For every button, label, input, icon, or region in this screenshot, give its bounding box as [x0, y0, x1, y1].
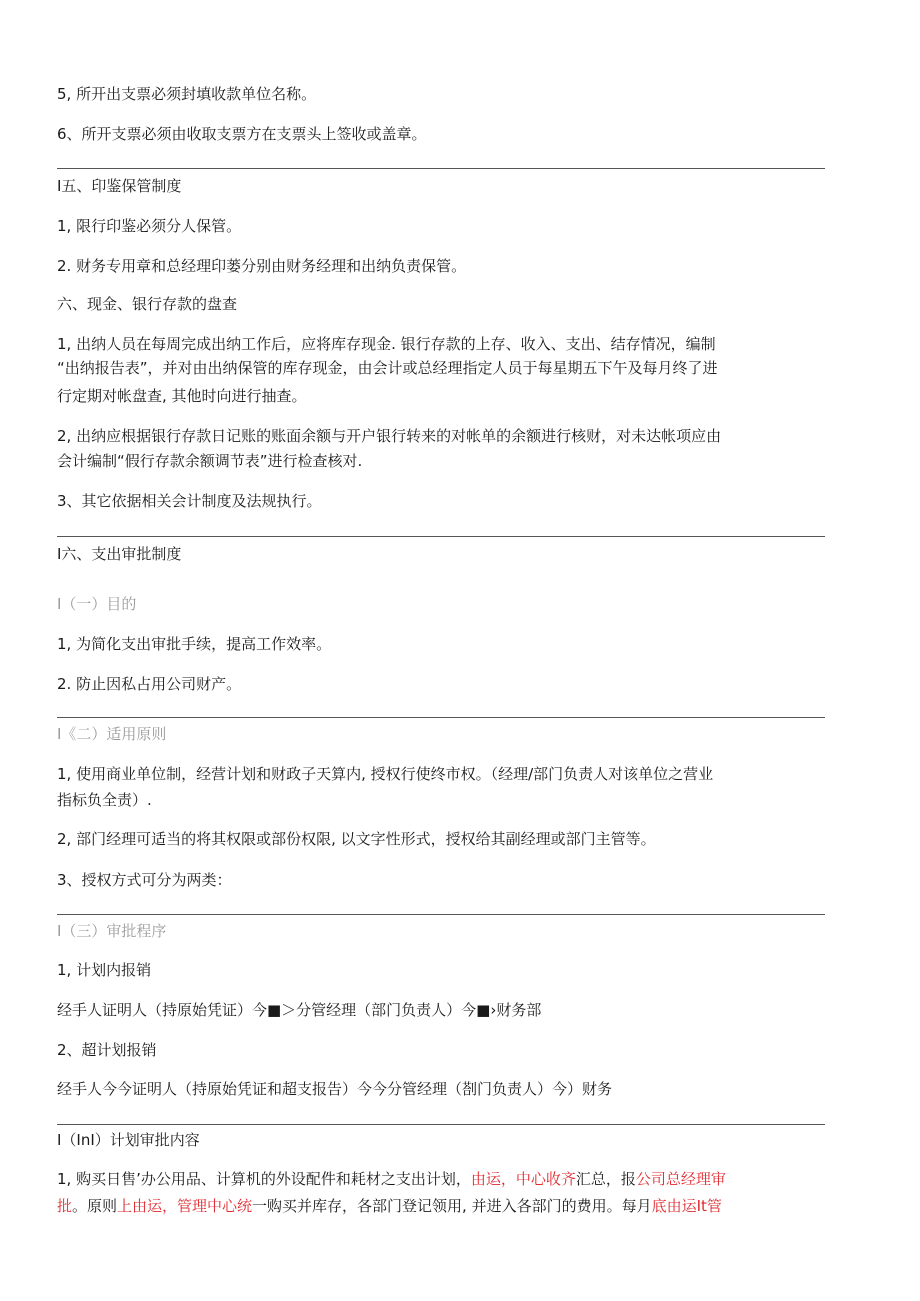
text-line: 2, 部门经理可适当的将其权限或部份权限, 以文字性形式，授权给其副经理或部门主管等。 [57, 830, 656, 848]
highlighted-text: 由运，中心收齐 [470, 1170, 576, 1188]
text-segment: 一购买并库存，各部门登记领用, 并进入各部门的费用。每月 [252, 1197, 652, 1215]
highlighted-text: 公司总经理审 [635, 1170, 726, 1188]
highlighted-text: 上由运，管理中心统 [117, 1197, 253, 1215]
subsection-heading: I（一）目的 [57, 595, 137, 613]
text-segment: 汇总，报 [575, 1170, 636, 1188]
text-line: 行定期对帐盘查, 其他时向进行抽查。 [57, 387, 307, 405]
text-line: 1, 使用商业单位制，经营计划和财政子天算内, 授权行使终市权。（经理/部门负责人对该单位之营业 [57, 765, 714, 783]
text-line: 3、其它依据相关会计制度及法规执行。 [57, 492, 322, 510]
text-line: 6、所开支票必须由收取支票方在支票头上签收或盖章。 [57, 125, 427, 143]
divider [57, 717, 825, 718]
text-line: 1, 计划内报销 [57, 961, 152, 979]
text-line: 1, 出纳人员在每周完成出纳工作后，应将库存现金. 银行存款的上存、收入、支出、结存情况，编制 [57, 335, 716, 353]
highlighted-text: 批 [57, 1197, 73, 1215]
text-line: 会计编制“假行存款余额调节表”进行检查核对. [57, 452, 363, 470]
divider [57, 536, 825, 537]
text-segment: 1, 购买日售’办公用品、计算机的外设配件和耗材之支出计划， [57, 1170, 471, 1188]
section-heading: 六、现金、银行存款的盘查 [57, 295, 238, 313]
divider [57, 914, 825, 915]
text-line: 2, 出纳应根据银行存款日记账的账面余额与开户银行转来的对帐单的余额进行核财，对未达帐项应由 [57, 427, 722, 445]
process-flow: 经手人今今证明人（持原始凭证和超支报告）今今分管经理（剳门负责人）今）财务 [57, 1080, 613, 1098]
text-line: 2、超计划报销 [57, 1041, 157, 1059]
process-flow: 经手人证明人（持原始凭证）今■＞分管经理（部门负责人）今■›财务部 [57, 1001, 542, 1019]
section-heading: I五、印鉴保管制度 [57, 177, 182, 195]
text-line: 指标负全责）. [57, 791, 152, 809]
subsection-heading: I（三）审批程序 [57, 922, 167, 940]
text-line [57, 1196, 722, 1216]
text-segment: 。原则 [72, 1197, 118, 1215]
highlighted-text: 底由运It管 [651, 1197, 722, 1215]
text-line: “出纳报告表”，并对由出纳保管的库存现金，由会计或总经理指定人员于每星期五下午及每月终了进 [57, 359, 718, 377]
section-heading: I六、支出审批制度 [57, 545, 182, 563]
divider [57, 168, 825, 169]
divider [57, 1124, 825, 1125]
text-line: 2. 财务专用章和总经理印蒌分别由财务经理和出纳负责保管。 [57, 257, 467, 275]
text-line: 1, 限行印鉴必须分人保管。 [57, 217, 242, 235]
text-line [57, 1169, 726, 1189]
subsection-heading: I《二）适用原则 [57, 725, 167, 743]
text-line: 1, 为简化支出审批手续，提高工作效率。 [57, 635, 332, 653]
text-line: 3、授权方式可分为两类： [57, 871, 232, 889]
text-line: 2. 防止因私占用公司财产。 [57, 675, 242, 693]
subsection-heading: I（InI）计划审批内容 [57, 1131, 200, 1149]
text-line: 5, 所开出支票必须封填收款单位名称。 [57, 85, 317, 103]
